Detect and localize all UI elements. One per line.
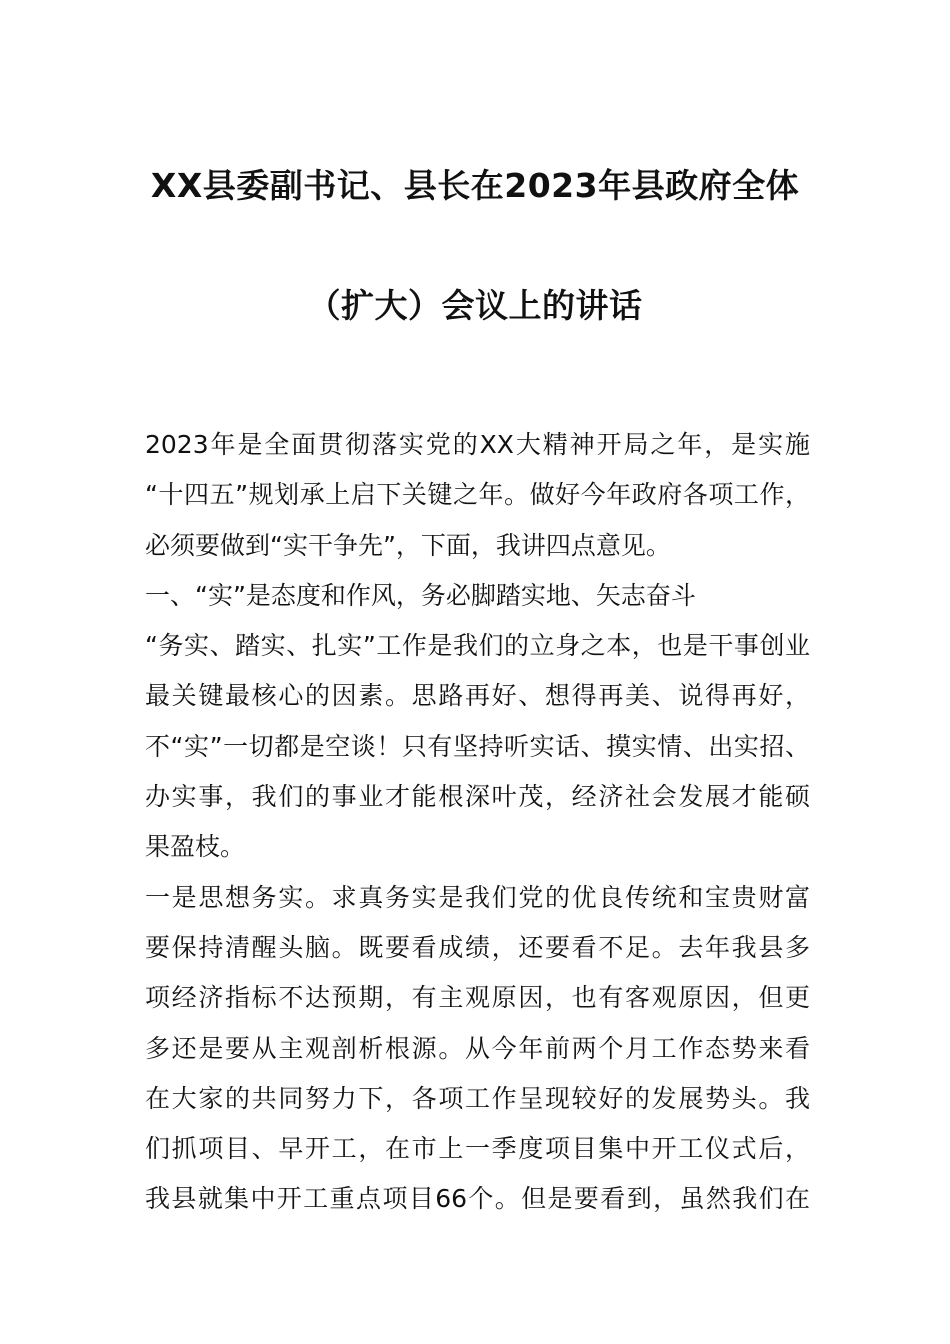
body-line: 2023年是全面贯彻落实党的XX大精神开局之年，是实施 (145, 430, 810, 459)
section-heading: 一、“实”是态度和作风，务必脚踏实地、矢志奋斗 (145, 580, 696, 610)
body-line: 办实事，我们的事业才能根深叶茂，经济社会发展才能硕 (145, 782, 810, 812)
body-line: 项经济指标不达预期，有主观原因，也有客观原因，但更 (145, 983, 810, 1013)
body-line: “十四五”规划承上启下关键之年。做好今年政府各项工作， (145, 480, 810, 510)
body-line: 在大家的共同努力下，各项工作呈现较好的发展势头。我 (145, 1083, 810, 1113)
body-line: 我县就集中开工重点项目66个。但是要看到，虽然我们在 (145, 1184, 810, 1214)
body-line: 必须要做到“实干争先”，下面，我讲四点意见。 (145, 530, 671, 560)
document-title-line-1: XX县委副书记、县长在2023年县政府全体 (150, 166, 800, 205)
body-line: 果盈枝。 (145, 832, 246, 862)
body-line: 多还是要从主观剖析根源。从今年前两个月工作态势来看 (145, 1033, 810, 1063)
body-line: 一是思想务实。求真务实是我们党的优良传统和宝贵财富 (145, 882, 810, 912)
body-line: “务实、踏实、扎实”工作是我们的立身之本，也是干事创业 (145, 631, 810, 661)
body-line: 不“实”一切都是空谈！只有坚持听实话、摸实情、出实招、 (145, 731, 810, 761)
document-body (145, 420, 810, 1225)
body-line: 最关键最核心的因素。思路再好、想得再美、说得再好， (145, 681, 810, 711)
body-line: 们抓项目、早开工，在市上一季度项目集中开工仪式后， (145, 1134, 810, 1164)
body-line: 要保持清醒头脑。既要看成绩，还要看不足。去年我县多 (145, 932, 810, 962)
document-title-line-2: （扩大）会议上的讲话 (307, 286, 643, 325)
